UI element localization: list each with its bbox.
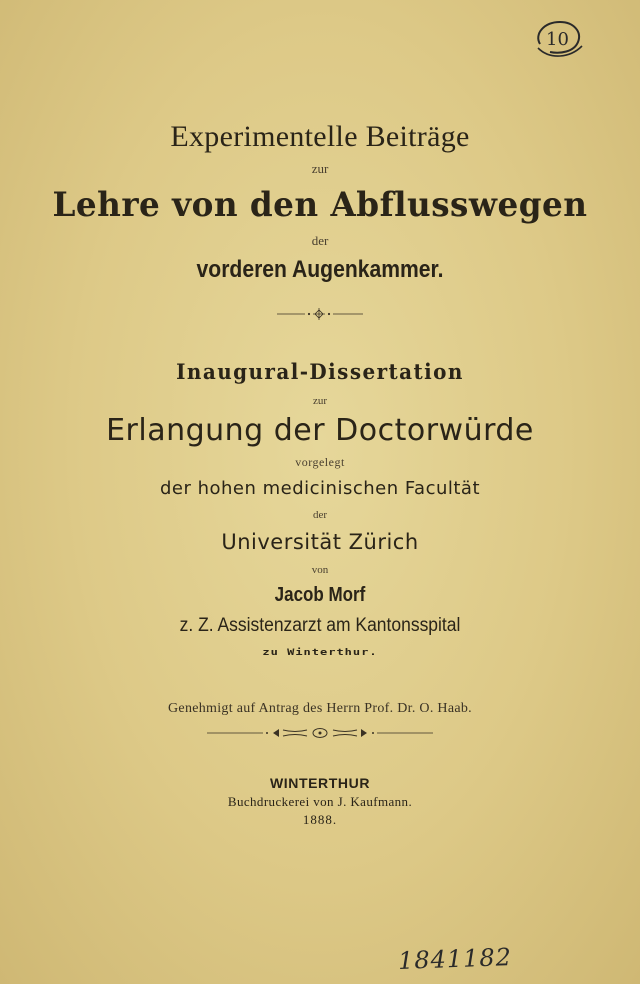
author-city: zu Winterthur. — [262, 647, 378, 657]
dissertation-faculty: der hohen medicinischen Facultät — [159, 478, 481, 499]
title-line-1: Experimentelle Beiträge — [170, 120, 470, 153]
dissertation-university: Universität Zürich — [221, 530, 419, 554]
ornament-divider-1 — [0, 306, 640, 320]
author-position: z. Z. Assistenzarzt am Kantonsspital — [179, 615, 461, 636]
dissertation-zur: zur — [312, 395, 328, 407]
title-zur: zur — [311, 161, 329, 176]
handwritten-number: 1841182 — [397, 943, 513, 975]
library-stamp — [530, 14, 586, 62]
imprint-place: WINTERTHUR — [269, 775, 371, 791]
author-von: von — [311, 564, 329, 576]
imprint-year: 1888. — [302, 812, 338, 827]
stamp-number: 10 — [546, 29, 569, 50]
imprint-printer: Buchdruckerei von J. Kaufmann. — [227, 794, 413, 809]
dissertation-heading: Inaugural-Dissertation — [176, 359, 464, 384]
ornament-divider-2 — [0, 726, 640, 740]
dissertation-der: der — [312, 509, 328, 521]
author-name: Jacob Morf — [274, 584, 366, 606]
approval-note: Genehmigt auf Antrag des Herrn Prof. Dr. O. Haab. — [168, 701, 472, 716]
dissertation-purpose: Erlangung der Doctorwürde — [106, 413, 534, 448]
title-der: der — [311, 233, 329, 248]
title-line-2: Lehre von den Abflusswegen — [52, 185, 588, 225]
dissertation-vorgelegt: vorgelegt — [295, 455, 345, 469]
title-line-3: vorderen Augenkammer. — [196, 256, 444, 283]
